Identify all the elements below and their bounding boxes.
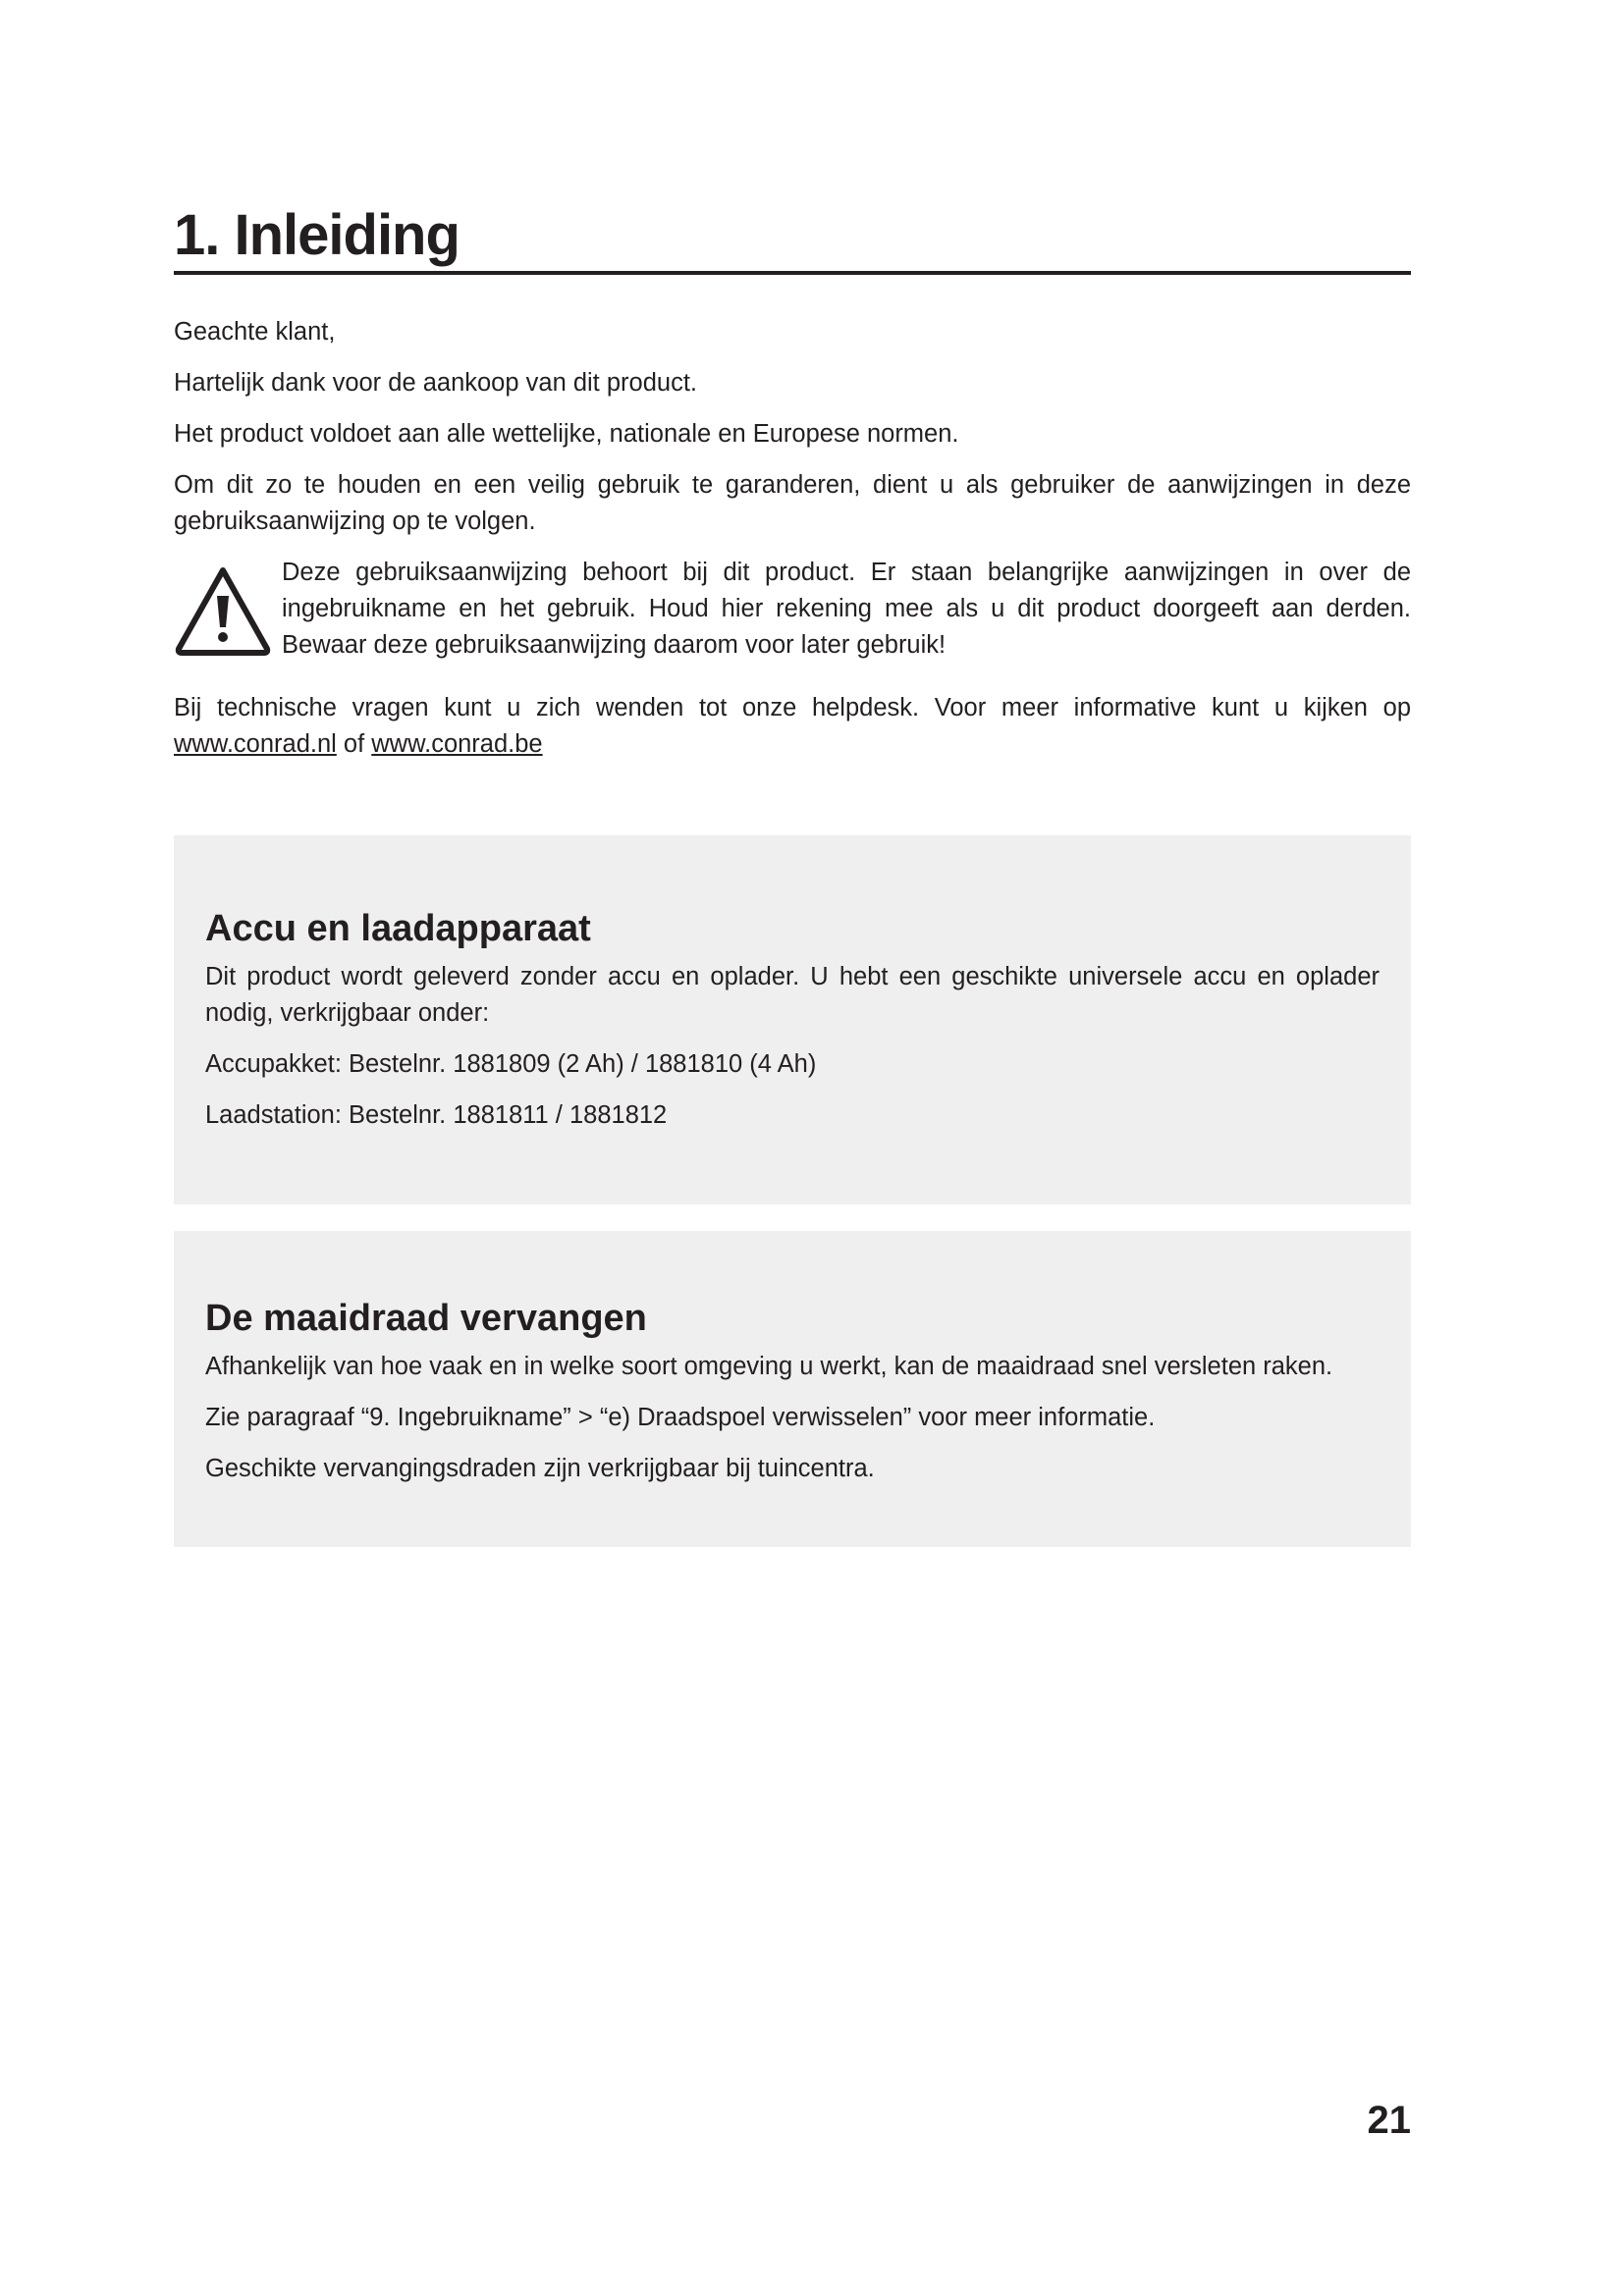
helpdesk-or: of bbox=[336, 730, 372, 758]
greeting: Geachte klant, bbox=[174, 318, 336, 346]
conrad-nl-link[interactable]: www.conrad.nl bbox=[174, 730, 337, 758]
intro-section bbox=[174, 314, 1411, 777]
helpdesk-text: Bij technische vragen kunt u zich wenden tot onze helpdesk. Voor meer informative kunt u kijken op bbox=[174, 694, 1411, 721]
warning-notice bbox=[174, 555, 1411, 678]
thanks-paragraph: Hartelijk dank voor de aankoop van dit product. bbox=[174, 369, 697, 397]
instructions-paragraph: Om dit zo te houden en een veilig gebruik te garanderen, dient u als gebruiker de aanwijzingen in deze gebruiksaanwijzing op te volgen. bbox=[174, 471, 1411, 535]
norms-paragraph: Het product voldoet aan alle wettelijke, nationale en Europese normen. bbox=[174, 420, 959, 448]
battery-charger-box bbox=[174, 835, 1411, 1204]
battery-charger-body bbox=[205, 959, 1380, 1134]
helpdesk-paragraph bbox=[174, 690, 1411, 763]
page-number: 21 bbox=[1367, 2099, 1411, 2142]
replace-line-box bbox=[174, 1231, 1411, 1547]
replace-line-title: De maaidraad vervangen bbox=[205, 1298, 647, 1339]
battery-charger-text: Dit product wordt geleverd zonder accu en oplader. U hebt een geschikte universele accu en oplader nodig, verkrijgbaar onder: bbox=[205, 963, 1380, 1027]
replacement-line-availability: Geschikte vervangingsdraden zijn verkrijgbaar bij tuincentra. bbox=[205, 1455, 875, 1482]
conrad-be-link[interactable]: www.conrad.be bbox=[371, 730, 543, 758]
replace-line-reference: Zie paragraaf “9. Ingebruikname” > “e) Draadspoel verwisselen” voor meer informatie. bbox=[205, 1404, 1156, 1431]
warning-triangle-icon bbox=[174, 562, 272, 661]
section-title: 1. Inleiding bbox=[174, 204, 1411, 275]
charging-station-order-number: Laadstation: Bestelnr. 1881811 / 1881812 bbox=[205, 1101, 668, 1129]
warning-text: Deze gebruiksaanwijzing behoort bij dit product. Er staan belangrijke aanwijzingen in over de ingebruikname en het gebruik. Houd hier rekening mee als u dit product doorgeeft aan derden. Bewaar deze gebruiksaanwijzing daarom voor later gebruik! bbox=[282, 559, 1411, 659]
replace-line-text: Afhankelijk van hoe vaak en in welke soort omgeving u werkt, kan de maaidraad snel versleten raken. bbox=[205, 1353, 1333, 1380]
replace-line-body bbox=[205, 1349, 1380, 1487]
battery-pack-order-number: Accupakket: Bestelnr. 1881809 (2 Ah) / 1881810 (4 Ah) bbox=[205, 1050, 817, 1078]
battery-charger-title: Accu en laadapparaat bbox=[205, 908, 591, 949]
